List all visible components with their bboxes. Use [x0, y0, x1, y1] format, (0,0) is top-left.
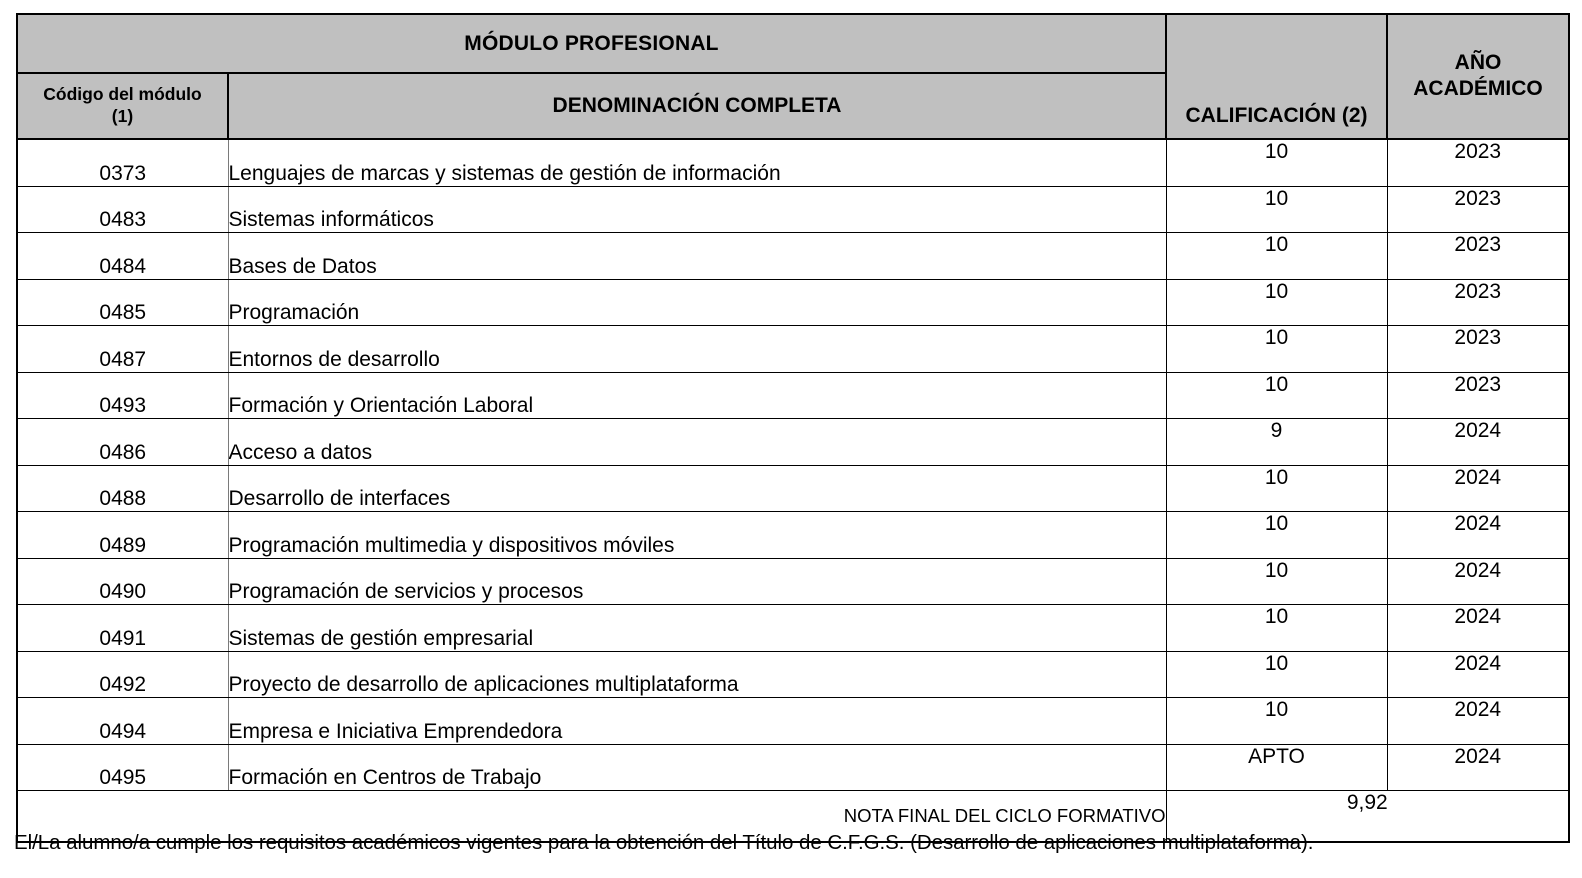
table-row — [17, 139, 1569, 186]
column-header-codigo-line1: Código del módulo — [43, 83, 202, 104]
table-header — [17, 14, 1569, 139]
module-code: 0491 — [17, 605, 228, 652]
module-code: 0488 — [17, 465, 228, 512]
module-name: Entornos de desarrollo — [228, 326, 1166, 373]
module-name: Proyecto de desarrollo de aplicaciones multiplataforma — [228, 651, 1166, 698]
module-grade: 10 — [1166, 605, 1387, 652]
column-header-modulo-profesional: MÓDULO PROFESIONAL — [17, 14, 1166, 73]
module-year: 2024 — [1387, 651, 1569, 698]
module-code: 0492 — [17, 651, 228, 698]
column-header-calificacion: CALIFICACIÓN (2) — [1166, 14, 1387, 139]
module-year: 2024 — [1387, 605, 1569, 652]
table-row — [17, 651, 1569, 698]
table-row — [17, 512, 1569, 559]
table-row — [17, 465, 1569, 512]
module-code: 0490 — [17, 558, 228, 605]
module-year: 2023 — [1387, 326, 1569, 373]
module-name: Formación en Centros de Trabajo — [228, 744, 1166, 791]
module-grade: 10 — [1166, 558, 1387, 605]
module-name: Sistemas de gestión empresarial — [228, 605, 1166, 652]
module-grade: 10 — [1166, 512, 1387, 559]
table-body — [17, 139, 1569, 842]
module-code: 0493 — [17, 372, 228, 419]
table-row — [17, 326, 1569, 373]
module-year: 2024 — [1387, 558, 1569, 605]
module-grade: 10 — [1166, 372, 1387, 419]
table-row — [17, 698, 1569, 745]
module-name: Desarrollo de interfaces — [228, 465, 1166, 512]
module-name: Empresa e Iniciativa Emprendedora — [228, 698, 1166, 745]
module-grade: 10 — [1166, 279, 1387, 326]
academic-requirements-note: El/La alumno/a cumple los requisitos académicos vigentes para la obtención del Título de C.F.G.S. (Desarrollo de aplicaciones multiplataforma). — [14, 831, 1314, 854]
module-year: 2023 — [1387, 139, 1569, 186]
module-year: 2023 — [1387, 186, 1569, 233]
module-name: Programación multimedia y dispositivos móviles — [228, 512, 1166, 559]
module-code: 0486 — [17, 419, 228, 466]
module-year: 2023 — [1387, 279, 1569, 326]
module-grade: 10 — [1166, 698, 1387, 745]
module-code: 0373 — [17, 139, 228, 186]
module-name: Bases de Datos — [228, 233, 1166, 280]
module-name: Programación — [228, 279, 1166, 326]
column-header-denominacion-completa: DENOMINACIÓN COMPLETA — [228, 73, 1166, 139]
module-code: 0484 — [17, 233, 228, 280]
module-grade: APTO — [1166, 744, 1387, 791]
column-header-ano-line1: AÑO — [1454, 50, 1502, 74]
table-header-row-group — [17, 14, 1569, 73]
module-year: 2024 — [1387, 744, 1569, 791]
module-code: 0495 — [17, 744, 228, 791]
module-grade: 10 — [1166, 651, 1387, 698]
module-name: Acceso a datos — [228, 419, 1166, 466]
final-grade-value: 9,92 — [1166, 791, 1569, 843]
table-row — [17, 419, 1569, 466]
module-year: 2024 — [1387, 419, 1569, 466]
column-header-codigo-modulo — [17, 73, 228, 139]
academic-record-table — [16, 13, 1570, 843]
module-code: 0483 — [17, 186, 228, 233]
final-grade-label: NOTA FINAL DEL CICLO FORMATIVO — [17, 791, 1166, 843]
module-code: 0494 — [17, 698, 228, 745]
table-row — [17, 186, 1569, 233]
module-grade: 10 — [1166, 465, 1387, 512]
module-name: Programación de servicios y procesos — [228, 558, 1166, 605]
module-grade: 10 — [1166, 326, 1387, 373]
table-row — [17, 744, 1569, 791]
module-name: Lenguajes de marcas y sistemas de gestión de información — [228, 139, 1166, 186]
module-year: 2024 — [1387, 465, 1569, 512]
module-year: 2024 — [1387, 512, 1569, 559]
module-grade: 10 — [1166, 233, 1387, 280]
module-year: 2023 — [1387, 372, 1569, 419]
module-name: Formación y Orientación Laboral — [228, 372, 1166, 419]
module-grade: 10 — [1166, 139, 1387, 186]
table-row — [17, 279, 1569, 326]
module-grade: 10 — [1166, 186, 1387, 233]
table-row — [17, 233, 1569, 280]
column-header-ano-academico — [1387, 14, 1569, 139]
module-grade: 9 — [1166, 419, 1387, 466]
column-header-ano-line2: ACADÉMICO — [1413, 76, 1543, 100]
module-name: Sistemas informáticos — [228, 186, 1166, 233]
table-row — [17, 605, 1569, 652]
module-year: 2024 — [1387, 698, 1569, 745]
table-row — [17, 558, 1569, 605]
module-code: 0489 — [17, 512, 228, 559]
module-code: 0487 — [17, 326, 228, 373]
module-year: 2023 — [1387, 233, 1569, 280]
table-row — [17, 372, 1569, 419]
academic-record-table-container — [16, 13, 1568, 843]
module-code: 0485 — [17, 279, 228, 326]
column-header-codigo-line2: (1) — [111, 106, 134, 126]
